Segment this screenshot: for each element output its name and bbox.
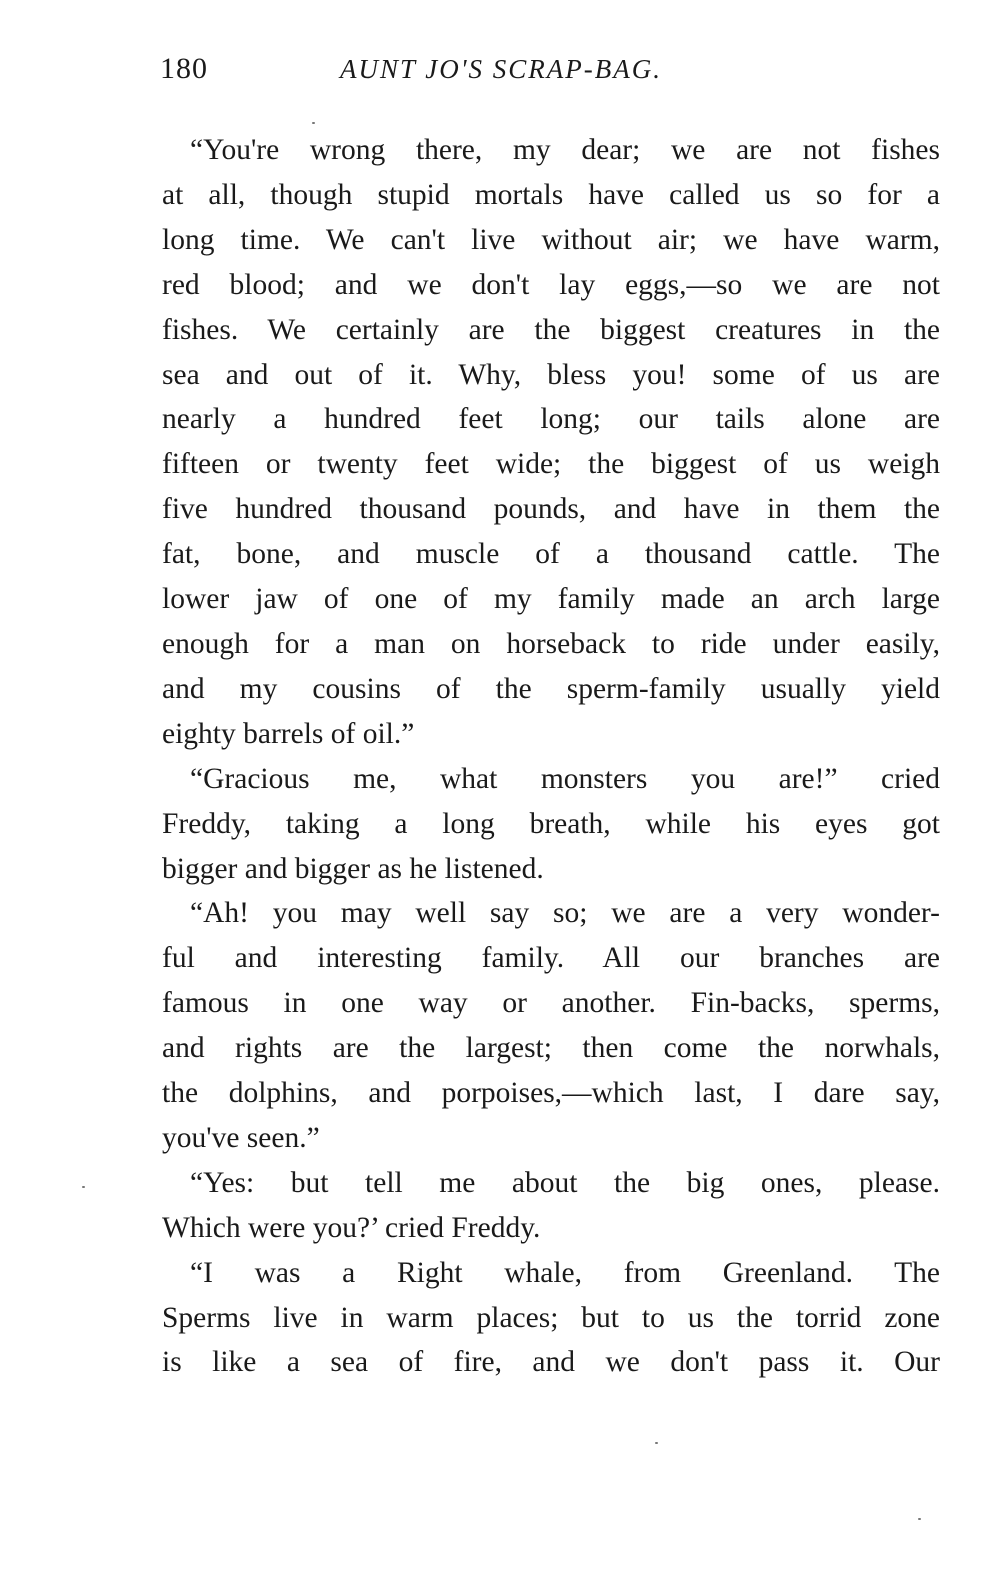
paragraph-whale-speech — [162, 128, 940, 757]
text-line: Freddy, taking a long breath, while his eyes got — [162, 807, 940, 840]
text-line: “Ah! you may well say so; we are a very wonder- — [190, 897, 940, 930]
page-header — [160, 52, 940, 92]
text-line: bigger and bigger as he listened. — [162, 852, 544, 885]
page-number: 180 — [160, 52, 208, 85]
text-line: nearly a hundred feet long; our tails alone are — [162, 403, 940, 436]
text-line: is like a sea of fire, and we don't pass it. Our — [162, 1346, 940, 1379]
text-line: long time. We can't live without air; we have warm, — [162, 223, 940, 256]
text-line: “Yes: but tell me about the big ones, please. — [190, 1166, 940, 1199]
text-line: fifteen or twenty feet wide; the biggest of us weigh — [162, 448, 940, 481]
text-line: the dolphins, and porpoises,—which last, I dare say, — [162, 1077, 940, 1110]
text-line: red blood; and we don't lay eggs,—so we are not — [162, 268, 940, 301]
paragraph-freddy-question — [162, 1161, 940, 1251]
text-line: fat, bone, and muscle of a thousand cattle. The — [162, 538, 940, 571]
text-line: five hundred thousand pounds, and have in them the — [162, 493, 940, 526]
text-line: and rights are the largest; then come the norwhals, — [162, 1032, 940, 1065]
text-line: Which were you?’ cried Freddy. — [162, 1211, 541, 1244]
scan-speck — [918, 1518, 921, 1520]
scan-speck — [655, 1442, 658, 1444]
text-line: famous in one way or another. Fin-backs, sperms, — [162, 987, 940, 1020]
text-line: lower jaw of one of my family made an arch large — [162, 583, 940, 616]
scan-speck — [82, 1186, 85, 1188]
body-text — [162, 128, 940, 1385]
text-line: at all, though stupid mortals have called us so for a — [162, 178, 940, 211]
text-line: ful and interesting family. All our branches are — [162, 942, 940, 975]
text-line: “You're wrong there, my dear; we are not fishes — [190, 134, 940, 166]
text-line: enough for a man on horseback to ride under easily, — [162, 627, 940, 660]
paragraph-freddy-reply — [162, 757, 940, 892]
text-line: fishes. We certainly are the biggest creatures in the — [162, 313, 940, 346]
text-line: “I was a Right whale, from Greenland. The — [190, 1256, 940, 1289]
text-line: sea and out of it. Why, bless you! some of us are — [162, 358, 940, 391]
text-line: Sperms live in warm places; but to us the torrid zone — [162, 1301, 940, 1334]
text-line: “Gracious me, what monsters you are!” cried — [190, 762, 940, 795]
paragraph-whale-family — [162, 891, 940, 1160]
text-line: you've seen.” — [162, 1121, 320, 1154]
running-title: AUNT JO'S SCRAP-BAG. — [340, 54, 662, 84]
text-line: and my cousins of the sperm-family usually yield — [162, 672, 940, 705]
text-line: eighty barrels of oil.” — [162, 717, 415, 750]
scan-speck — [312, 122, 315, 124]
paragraph-right-whale — [162, 1251, 940, 1386]
